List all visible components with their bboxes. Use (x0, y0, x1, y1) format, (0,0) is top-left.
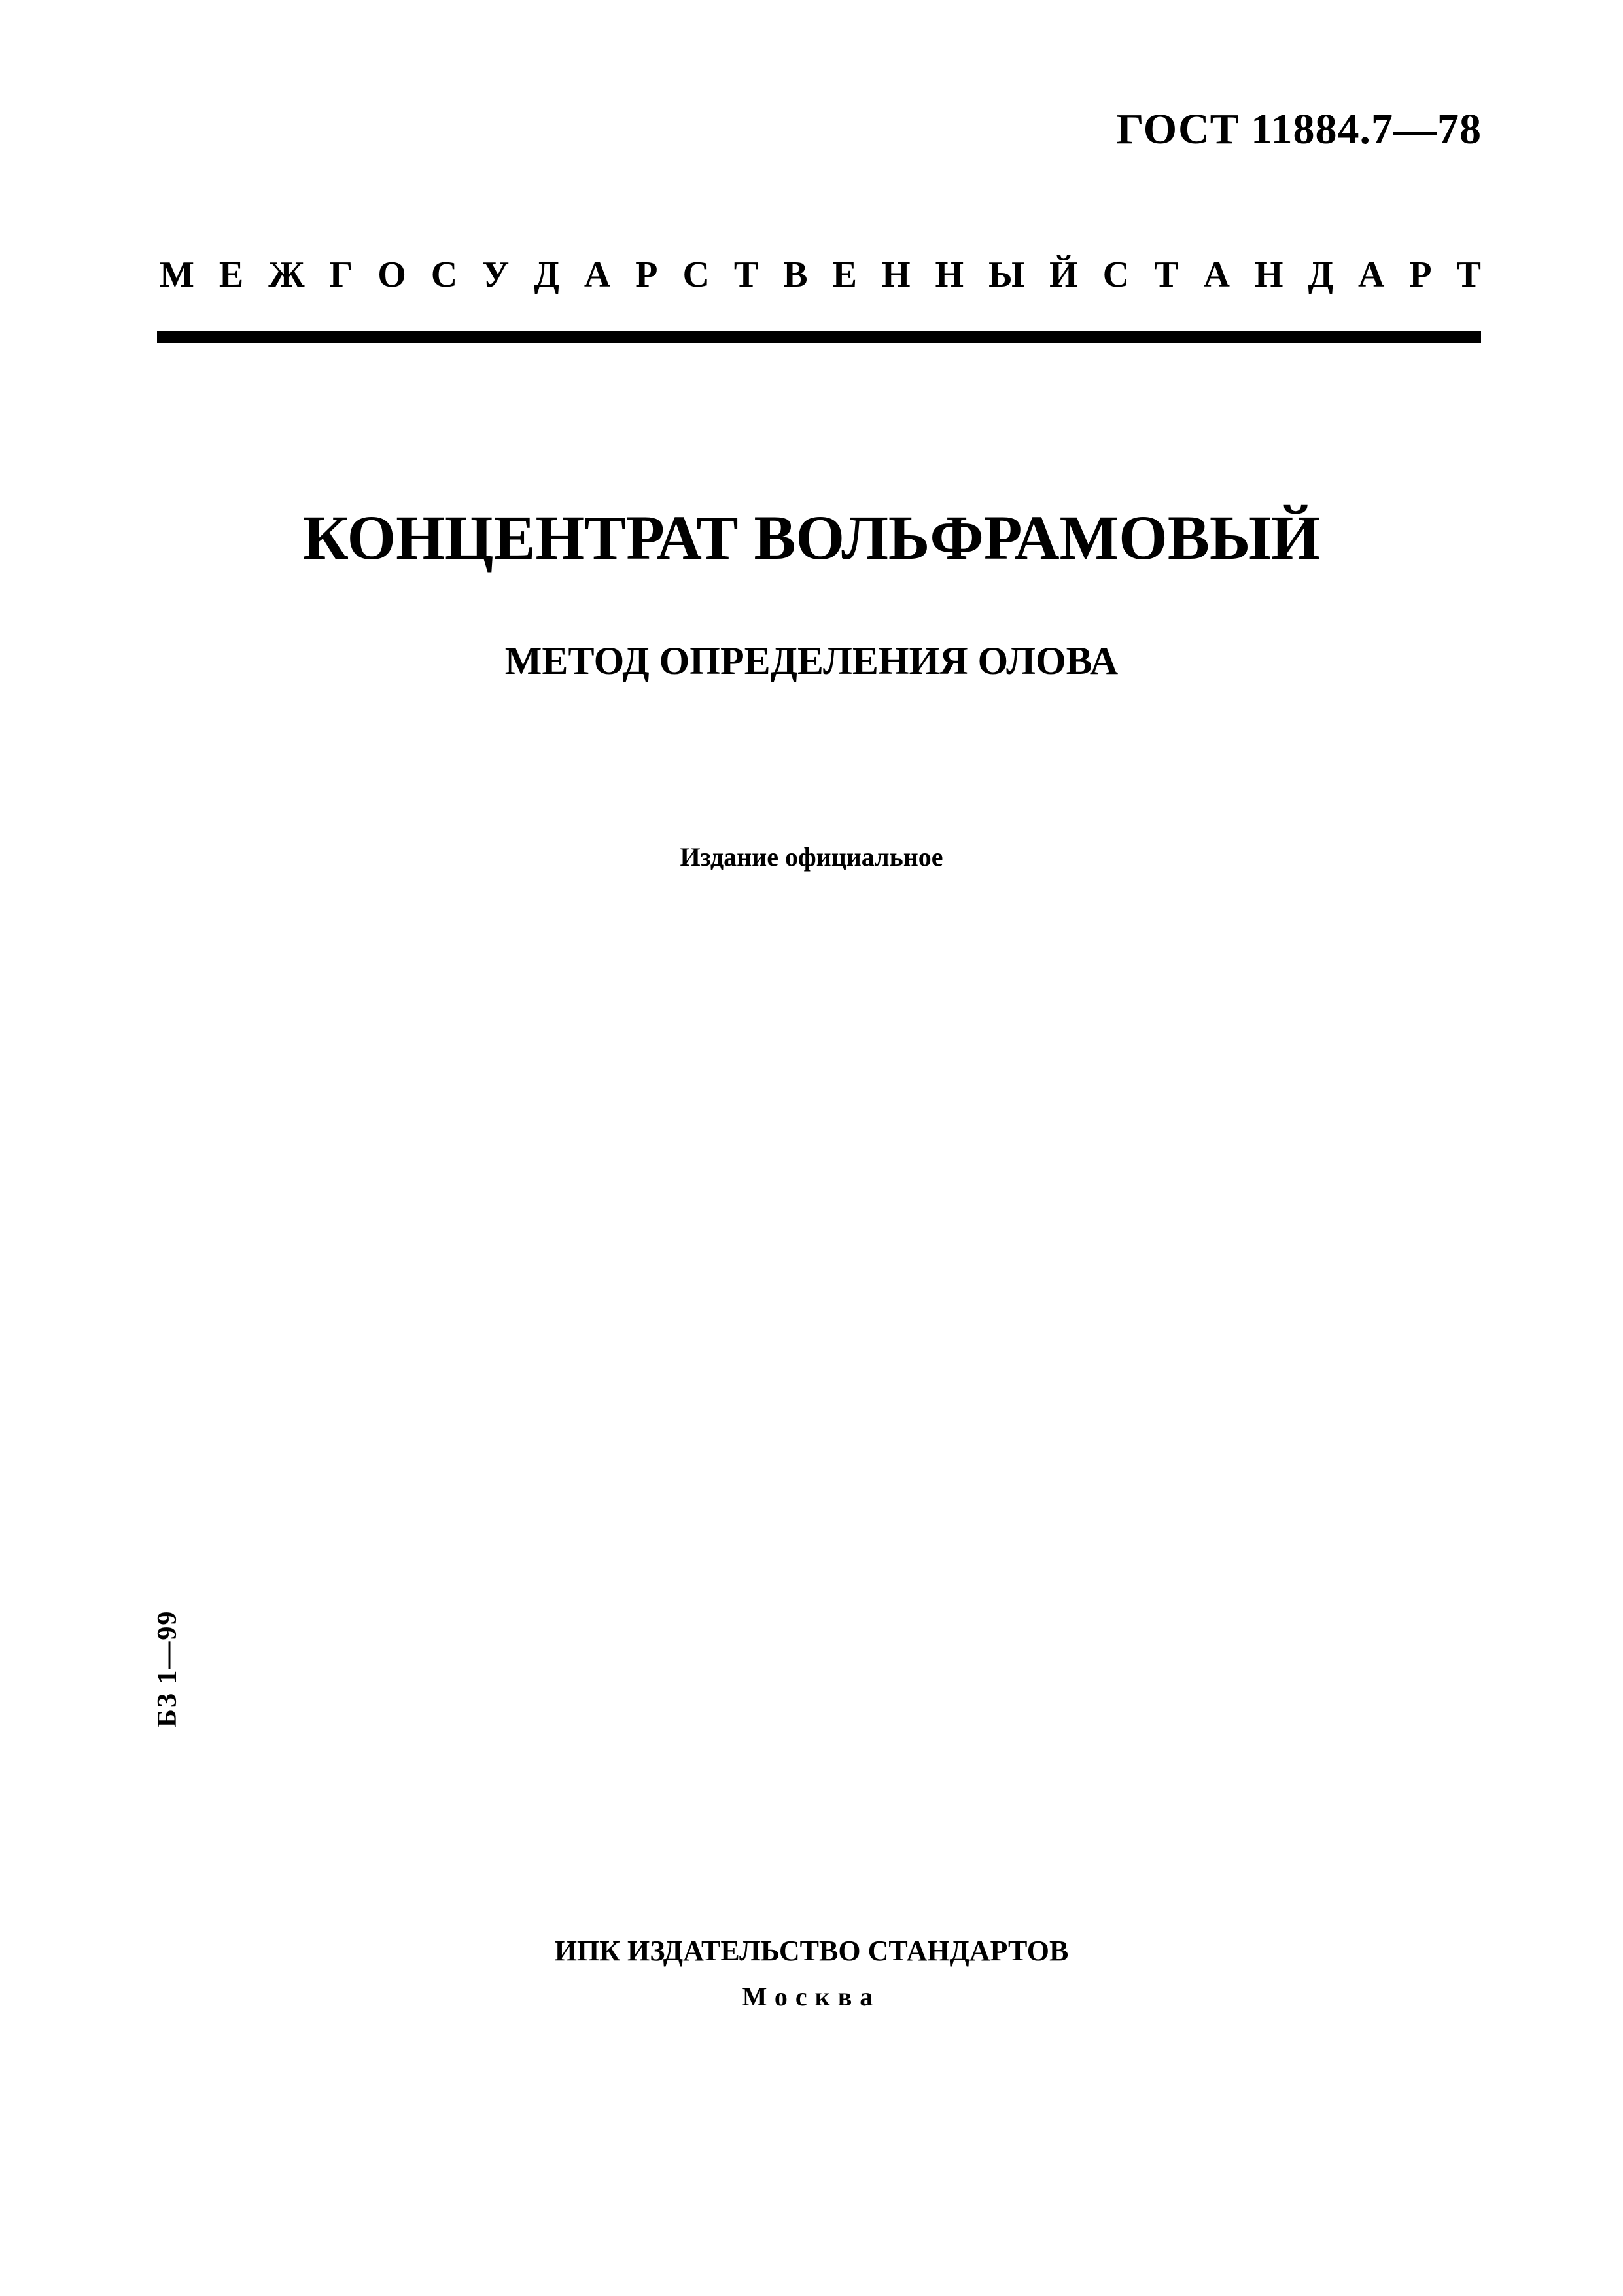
side-code: БЗ 1—99 (152, 1610, 183, 1727)
header-divider (157, 331, 1481, 343)
publisher-city: Москва (742, 1982, 881, 2011)
standard-type-heading: М Е Ж Г О С У Д А Р С Т В Е Н Н Ы Й С Т А Н Д А Р Т (160, 255, 1481, 295)
document-number: ГОСТ 11884.7—78 (1116, 105, 1482, 153)
publisher-name: ИПК ИЗДАТЕЛЬСТВО СТАНДАРТОВ (554, 1935, 1069, 1967)
edition-label: Издание официальное (680, 842, 943, 872)
main-title: КОНЦЕНТРАТ ВОЛЬФРАМОВЫЙ (303, 503, 1320, 573)
subtitle: МЕТОД ОПРЕДЕЛЕНИЯ ОЛОВА (504, 639, 1119, 682)
